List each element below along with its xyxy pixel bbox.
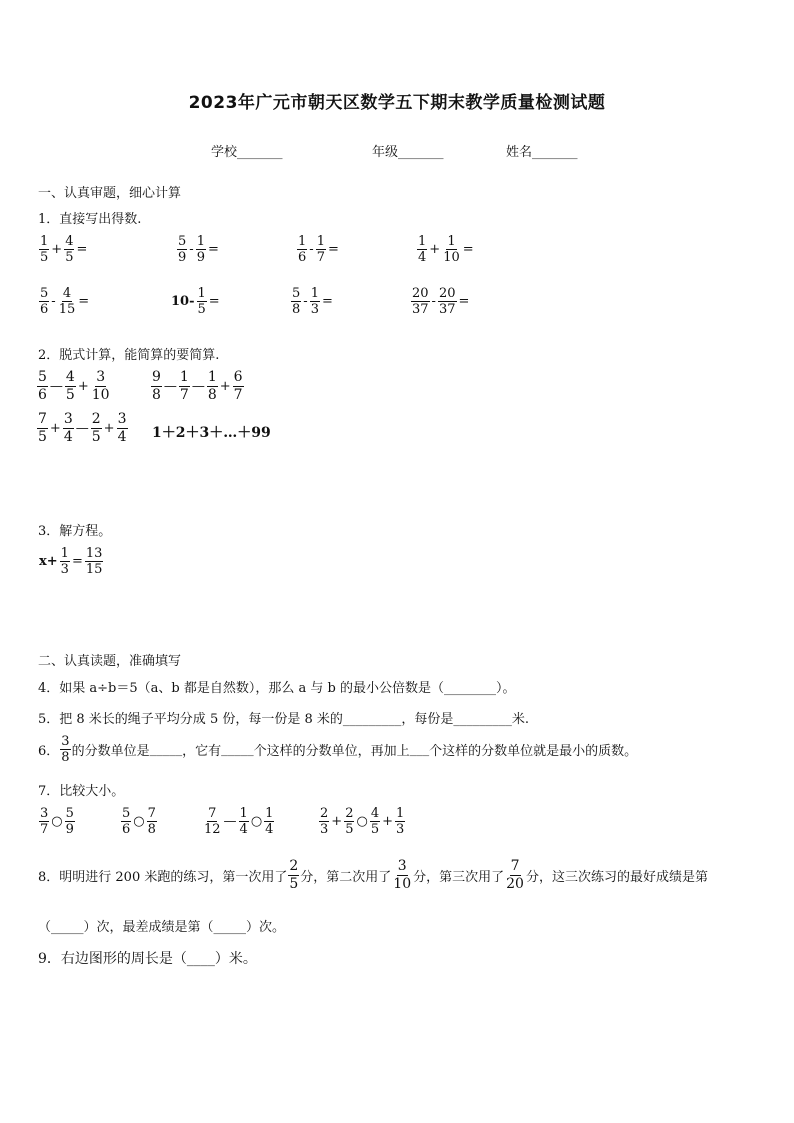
fraction (417, 234, 427, 265)
fraction (239, 806, 249, 837)
equals: = (207, 242, 219, 257)
fraction (64, 234, 74, 265)
numerator: 1 (197, 286, 206, 301)
q1-item-6 (170, 286, 221, 317)
fraction (37, 411, 48, 446)
fraction (392, 858, 412, 893)
fraction (264, 806, 274, 837)
fraction (151, 369, 162, 404)
fraction (288, 858, 299, 893)
equals: = (462, 242, 474, 257)
compare-circle[interactable]: ○ (356, 814, 368, 829)
denominator: 3 (60, 562, 69, 577)
operator: - (431, 294, 436, 309)
fraction (37, 369, 48, 404)
fraction (63, 411, 74, 446)
numerator: 1 (265, 806, 274, 821)
numerator: 7 (147, 806, 156, 821)
q7-compare-1 (38, 806, 76, 837)
q6-text-d: 个这样的分数单位就是最小的质数。 (429, 744, 638, 759)
denominator: 37 (438, 302, 456, 317)
q8-mid-1: 分，第二次用了 (300, 870, 392, 885)
operator: + (49, 421, 61, 436)
denominator: 8 (61, 750, 70, 765)
q2-expr-4: 1＋2＋3＋…＋99 (152, 425, 271, 441)
operator: + (219, 379, 231, 394)
q3-label: 3．解方程。 (38, 524, 112, 539)
q5-text (38, 708, 529, 727)
denominator: 10 (393, 876, 412, 892)
denominator: 37 (412, 302, 429, 317)
numerator: 1 (396, 806, 405, 821)
denominator: 5 (197, 302, 206, 317)
numerator: 20 (412, 286, 429, 301)
q1-item-2 (176, 234, 220, 265)
grade-field[interactable] (372, 141, 444, 160)
grade-blank: _______ (398, 145, 444, 160)
denominator: 6 (40, 302, 49, 317)
q4-text: 4．如果 a÷b＝5（a、b 都是自然数），那么 a 与 b 的最小公倍数是（________）。 (38, 681, 516, 696)
operator: + (429, 242, 441, 257)
denominator: 12 (204, 822, 221, 837)
numerator: 3 (63, 411, 73, 427)
fraction (179, 369, 190, 404)
fraction (39, 234, 49, 265)
denominator: 4 (117, 429, 127, 445)
section2-heading: 二、认真读题，准确填写 (38, 654, 182, 669)
denominator: 8 (292, 302, 301, 317)
numerator: 4 (62, 286, 72, 301)
numerator: 3 (40, 806, 49, 821)
denominator: 6 (38, 387, 47, 403)
denominator: 6 (298, 250, 307, 265)
q6-blank-3[interactable]: ___ (409, 742, 430, 757)
numerator: 7 (38, 411, 47, 427)
q6-blank-2[interactable]: _____ (221, 742, 254, 757)
numerator: 5 (38, 369, 47, 385)
denominator: 8 (147, 822, 156, 837)
school-field[interactable] (211, 141, 283, 160)
numerator: 6 (233, 369, 243, 385)
fraction (319, 806, 329, 837)
fraction (203, 806, 222, 837)
denominator: 7 (179, 387, 189, 403)
name-blank: _______ (532, 145, 578, 160)
fraction (117, 411, 128, 446)
q1-item-3 (296, 234, 340, 265)
denominator: 4 (63, 429, 73, 445)
numerator: 1 (207, 369, 217, 385)
denominator: 9 (178, 250, 187, 265)
equals: = (208, 294, 220, 309)
q6-text-c: 个这样的分数单位，再加上 (253, 744, 410, 759)
fraction (196, 234, 206, 265)
fraction (65, 806, 75, 837)
grade-label: 年级 (372, 145, 399, 160)
denominator: 10 (443, 250, 460, 265)
name-field[interactable] (506, 141, 578, 160)
denominator: 7 (316, 250, 325, 265)
numerator: 1 (239, 806, 248, 821)
numerator: 1 (316, 234, 325, 249)
numerator: 7 (510, 858, 520, 874)
page-title: 2023年广元市朝天区数学五下期末教学质量检测试题 (188, 93, 606, 113)
q1-item-5 (38, 286, 90, 317)
numerator: 7 (208, 806, 217, 821)
denominator: 5 (370, 822, 380, 837)
q2-label: 2．脱式计算，能简算的要简算. (38, 348, 220, 363)
denominator: 5 (65, 250, 74, 265)
numerator: 1 (310, 286, 319, 301)
numerator: 1 (196, 234, 205, 249)
operator: - (51, 294, 56, 309)
q6-text-b: ，它有 (182, 744, 222, 759)
denominator: 5 (289, 876, 299, 892)
fraction (442, 234, 461, 265)
numerator: 1 (447, 234, 456, 249)
numerator: 1 (60, 546, 69, 561)
equals: = (321, 294, 333, 309)
fraction (316, 234, 326, 265)
fraction (39, 806, 49, 837)
numerator: 5 (40, 286, 49, 301)
q6-text-a: 的分数单位是 (71, 744, 150, 759)
fraction (291, 286, 301, 317)
numerator: 5 (178, 234, 187, 249)
compare-circle[interactable]: ○ (133, 814, 145, 829)
q1-item-7 (290, 286, 334, 317)
denominator: 20 (506, 876, 524, 892)
denominator: 4 (239, 822, 248, 837)
operator: — (75, 421, 89, 436)
q8-text (38, 858, 708, 893)
equals: = (327, 242, 339, 257)
q7-label: 7．比较大小。 (38, 784, 125, 799)
q8-line-2: （_____）次，最差成绩是第（_____）次。 (38, 920, 286, 935)
q1-item-8 (410, 286, 470, 317)
equals: = (76, 242, 88, 257)
denominator: 9 (196, 250, 205, 265)
fraction (147, 806, 157, 837)
operator: - (189, 242, 194, 257)
fraction (233, 369, 244, 404)
q5-blank-1[interactable]: _________ (342, 712, 402, 727)
fraction (65, 369, 76, 404)
q1-item-1 (38, 234, 88, 265)
fraction (60, 546, 70, 577)
denominator: 15 (58, 302, 76, 317)
numerator: 13 (85, 546, 103, 561)
equals: = (78, 294, 90, 309)
numerator: 2 (289, 858, 299, 874)
q6-number: 6． (38, 744, 60, 759)
compare-circle[interactable]: ○ (250, 814, 263, 829)
denominator: 7 (40, 822, 49, 837)
fraction (310, 286, 320, 317)
denominator: 5 (38, 429, 47, 445)
numerator: 4 (65, 369, 75, 385)
denominator: 6 (122, 822, 131, 837)
q9-text: 9．右边图形的周长是（____）米。 (38, 951, 257, 967)
q2-expr-1 (36, 369, 112, 404)
denominator: 7 (233, 387, 243, 403)
denominator: 8 (152, 387, 161, 403)
denominator: 4 (265, 822, 274, 837)
fraction (297, 234, 307, 265)
q5-post: 米. (511, 712, 530, 727)
fraction (91, 411, 102, 446)
denominator: 10 (91, 387, 110, 403)
numerator: 4 (370, 806, 380, 821)
numerator: 1 (40, 234, 49, 249)
fraction (505, 858, 525, 893)
denominator: 3 (320, 822, 329, 837)
operator: - (303, 294, 308, 309)
q5-blank-2[interactable]: _________ (453, 712, 512, 727)
q7-compare-2 (120, 806, 158, 837)
q8-pre: 8．明明进行 200 米跑的练习，第一次用了 (38, 870, 288, 885)
denominator: 8 (207, 387, 217, 403)
numerator: 4 (65, 234, 74, 249)
q8-mid-3: 分，这三次练习的最好成绩是第 (525, 870, 708, 885)
numerator: 1 (418, 234, 427, 249)
numerator: 3 (61, 734, 70, 749)
numerator: 3 (117, 411, 127, 427)
fraction (60, 734, 70, 765)
operator: — (49, 379, 63, 394)
q1-label: 1．直接写出得数. (38, 212, 142, 227)
school-blank: _______ (237, 145, 283, 160)
denominator: 5 (65, 387, 75, 403)
q2-expr-2 (150, 369, 245, 404)
operator: — (163, 379, 177, 394)
fraction (411, 286, 430, 317)
numerator: 2 (91, 411, 101, 427)
fraction (58, 286, 77, 317)
numerator: 2 (345, 806, 354, 821)
numerator: 5 (292, 286, 301, 301)
denominator: 3 (310, 302, 319, 317)
fraction (344, 806, 354, 837)
denominator: 3 (396, 822, 405, 837)
numerator: 5 (122, 806, 131, 821)
q5-mid: ，每份是 (401, 712, 454, 727)
fraction (207, 369, 218, 404)
operator: - (309, 242, 314, 257)
equals: = (458, 294, 470, 309)
operator: + (51, 242, 63, 257)
denominator: 15 (85, 562, 103, 577)
fraction (91, 369, 111, 404)
q8-mid-2: 分，第三次用了 (413, 870, 505, 885)
q3-equation (38, 546, 104, 577)
fraction (121, 806, 131, 837)
denominator: 5 (91, 429, 101, 445)
q2-expr-3 (36, 411, 129, 446)
operator: + (382, 814, 393, 829)
q6-blank-1[interactable]: _____ (149, 742, 183, 757)
q6-text (38, 734, 637, 765)
denominator: 5 (345, 822, 354, 837)
numerator: 1 (179, 369, 189, 385)
operator: + (77, 379, 89, 394)
operator: — (191, 379, 205, 394)
compare-circle[interactable]: ○ (51, 814, 63, 829)
numerator: 9 (152, 369, 161, 385)
numerator: 3 (96, 369, 106, 385)
denominator: 9 (65, 822, 74, 837)
numerator: 1 (298, 234, 307, 249)
fraction (85, 546, 104, 577)
fraction (39, 286, 49, 317)
operator: — (223, 814, 237, 829)
denominator: 5 (40, 250, 49, 265)
section1-heading: 一、认真审题，细心计算 (38, 186, 182, 201)
numerator: 2 (320, 806, 329, 821)
q7-compare-3 (202, 806, 275, 837)
variable-term: x+ (39, 554, 58, 569)
fraction (370, 806, 380, 837)
q5-pre: 5．把 8 米长的绳子平均分成 5 份，每一份是 8 米的 (38, 712, 343, 727)
name-label: 姓名 (506, 145, 533, 160)
fraction (395, 806, 405, 837)
q7-compare-4 (318, 806, 406, 837)
operator: + (103, 421, 115, 436)
integer-minus: 10- (171, 294, 195, 309)
fraction (197, 286, 207, 317)
numerator: 5 (65, 806, 74, 821)
denominator: 4 (418, 250, 427, 265)
equals: = (71, 554, 83, 569)
q1-item-4 (416, 234, 475, 265)
numerator: 20 (438, 286, 456, 301)
school-label: 学校 (211, 145, 238, 160)
operator: + (331, 814, 343, 829)
numerator: 3 (397, 858, 407, 874)
fraction (177, 234, 187, 265)
fraction (438, 286, 457, 317)
